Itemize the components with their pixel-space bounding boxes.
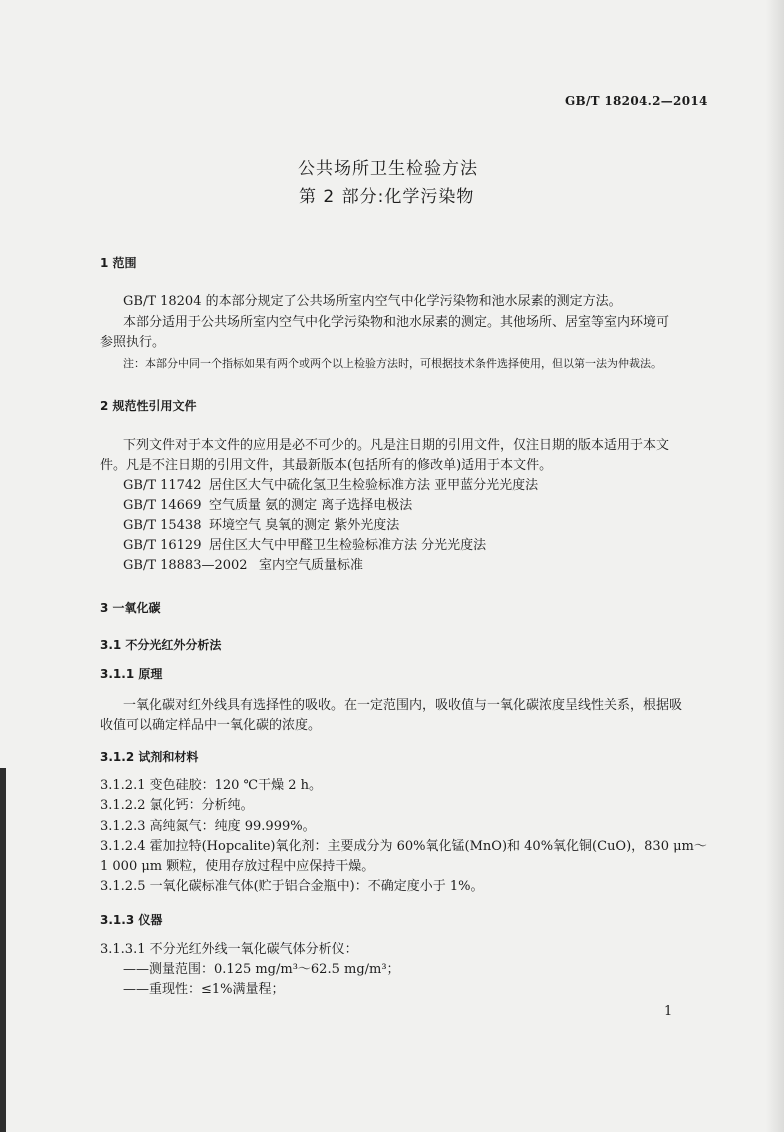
reference-item [123,517,399,535]
section-2-paragraph-1a: 下列文件对于本文件的应用是必不可少的。凡是注日期的引用文件，仅注日期的版本适用于本文 [123,438,670,453]
scan-shadow-left [0,768,6,1132]
section-1-paragraph-1: GB/T 18204 的本部分规定了公共场所室内空气中化学污染物和池水尿素的测定方法。 [123,294,622,309]
principle-paragraph-1: 一氧化碳对红外线具有选择性的吸收。在一定范围内，吸收值与一氧化碳浓度呈线性关系，根据吸 [123,698,683,713]
reference-title: 空气质量 氨的测定 离子选择电极法 [209,498,413,513]
reagent-item: 3.1.2.4 霍加拉特(Hopcalite)氧化剂：主要成分为 60%氧化锰(MnO)和 40%氧化铜(CuO)，830 μm～ [100,839,707,854]
reference-item [123,477,538,495]
instrument-item: 3.1.3.1 不分光红外线一氧化碳气体分析仪： [100,942,358,957]
section-1-paragraph-2a: 本部分适用于公共场所室内空气中化学污染物和池水尿素的测定。其他场所、居室等室内环境可 [123,315,670,330]
reagent-item: 3.1.2.5 一氧化碳标准气体(贮于铝合金瓶中)：不确定度小于 1%。 [100,879,484,894]
standard-number: GB/T 18204.2—2014 [565,94,708,108]
section-3-1-1-heading: 3.1.1 原理 [100,667,163,681]
section-3-heading: 3 一氧化碳 [100,601,161,615]
instrument-spec: ——重现性：≤1%满量程； [123,982,285,997]
reference-title: 居住区大气中甲醛卫生检验标准方法 分光光度法 [209,538,487,553]
reagent-item-continuation: 1 000 μm 颗粒，使用存放过程中应保持干燥。 [100,859,375,874]
reference-title: 室内空气质量标准 [259,558,364,573]
reference-item [123,537,486,555]
reference-title: 环境空气 臭氧的测定 紫外光度法 [209,518,400,533]
section-1-note: 注：本部分中同一个指标如果有两个或两个以上检验方法时，可根据技术条件选择使用，但以第一法为仲裁法。 [123,357,662,370]
reference-item [123,557,363,575]
section-3-1-3-heading: 3.1.3 仪器 [100,913,163,927]
section-2-heading: 2 规范性引用文件 [100,399,197,413]
section-3-1-2-heading: 3.1.2 试剂和材料 [100,750,199,764]
reference-item [123,497,412,515]
reference-title: 居住区大气中硫化氢卫生检验标准方法 亚甲蓝分光光度法 [209,478,539,493]
section-3-1-heading: 3.1 不分光红外分析法 [100,638,222,652]
page-number: 1 [664,1004,673,1019]
reference-code: GB/T 15438 [123,518,202,533]
reference-code: GB/T 18883—2002 [123,558,248,573]
title-line-1: 公共场所卫生检验方法 [298,159,478,179]
section-1-heading: 1 范围 [100,256,137,270]
section-2-paragraph-1b: 件。凡是不注日期的引用文件，其最新版本(包括所有的修改单)适用于本文件。 [100,458,553,473]
title-line-2: 第 2 部分:化学污染物 [299,187,475,207]
reagent-item: 3.1.2.2 氯化钙：分析纯。 [100,798,254,813]
instrument-spec: ——测量范围：0.125 mg/m³～62.5 mg/m³； [123,962,400,977]
reference-code: GB/T 14669 [123,498,202,513]
section-1-paragraph-2b: 参照执行。 [100,335,166,350]
reagent-item: 3.1.2.1 变色硅胶：120 ℃干燥 2 h。 [100,778,323,793]
reagent-item: 3.1.2.3 高纯氮气：纯度 99.999%。 [100,819,316,834]
principle-paragraph-2: 收值可以确定样品中一氧化碳的浓度。 [100,718,322,733]
scan-shadow-right [766,0,784,1132]
reference-code: GB/T 11742 [123,478,202,493]
reference-code: GB/T 16129 [123,538,202,553]
